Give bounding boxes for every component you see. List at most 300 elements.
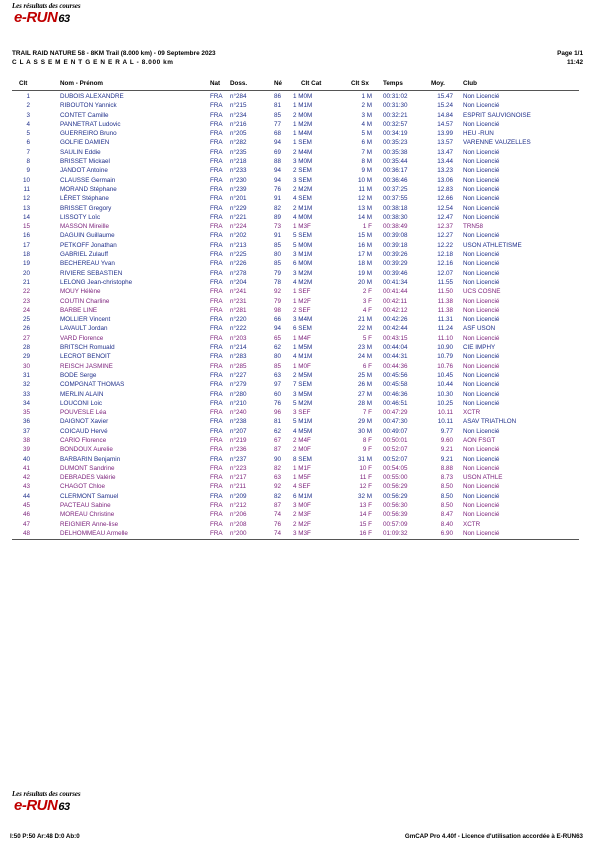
cell-name: BARBARIN Benjamin [60, 455, 121, 463]
cell-nat: FRA [210, 260, 223, 268]
col-header-cat: Clt Cat [301, 80, 322, 87]
cell-doss: n°241 [230, 288, 247, 296]
cell-club: Non Licencié [463, 529, 500, 537]
table-row [12, 231, 579, 240]
table-row [12, 297, 579, 306]
cell-doss: n°285 [230, 362, 247, 370]
cell-cat: 2 M2M [293, 185, 313, 193]
cell-clt: 30 [22, 362, 30, 370]
cell-ne: 85 [274, 241, 282, 249]
cell-time: 00:54:05 [383, 464, 408, 472]
cell-sx: 11 F [359, 474, 372, 482]
cell-time: 00:31:30 [383, 102, 408, 110]
cell-cat: 1 SEF [293, 288, 311, 296]
cell-time: 00:39:26 [383, 251, 408, 259]
cell-time: 00:49:07 [383, 427, 408, 435]
cell-moy: 8.50 [440, 483, 453, 491]
cell-nat: FRA [210, 297, 223, 305]
cell-name: LÉRET Stéphane [60, 195, 109, 203]
cell-sx: 12 M [358, 195, 372, 203]
cell-name: MOLLIER Vincent [60, 316, 111, 324]
cell-nat: FRA [210, 520, 223, 528]
cell-nat: FRA [210, 353, 223, 361]
cell-nat: FRA [210, 102, 223, 110]
cell-doss: n°202 [230, 232, 247, 240]
cell-time: 00:44:04 [383, 344, 408, 352]
cell-name: CLAUSSE Germain [60, 176, 116, 184]
cell-doss: n°230 [230, 176, 247, 184]
cell-time: 00:56:29 [383, 483, 408, 491]
cell-club: Non Licencié [463, 158, 500, 166]
cell-cat: 1 M4M [293, 130, 313, 138]
event-title: TRAIL RAID NATURE 58 - 8KM Trail (8.000 km) - 09 Septembre 2023 [12, 50, 216, 57]
cell-doss: n°206 [230, 511, 247, 519]
cell-nat: FRA [210, 325, 223, 333]
cell-name: REISCH JASMINE [60, 362, 113, 370]
cell-clt: 15 [22, 223, 30, 231]
cell-nat: FRA [210, 251, 223, 259]
cell-time: 00:56:29 [383, 492, 408, 500]
cell-time: 00:42:44 [383, 325, 408, 333]
cell-moy: 10.11 [437, 409, 453, 417]
table-row [12, 111, 579, 120]
cell-name: DEBRADES Valérie [60, 474, 116, 482]
cell-nat: FRA [210, 502, 223, 510]
cell-clt: 38 [22, 436, 30, 444]
cell-cat: 3 M3F [293, 529, 311, 537]
table-row [12, 529, 579, 538]
cell-moy: 10.11 [437, 418, 453, 426]
cell-nat: FRA [210, 492, 223, 500]
cell-clt: 33 [22, 390, 30, 398]
cell-nat: FRA [210, 436, 223, 444]
cell-sx: 28 M [358, 399, 372, 407]
table-row [12, 427, 579, 436]
logo-brand [14, 9, 70, 26]
cell-cat: 3 M0M [293, 158, 313, 166]
col-header-doss: Doss. [230, 80, 248, 87]
footer-stats: I:50 P:50 Ar:48 D:0 Ab:0 [10, 833, 80, 840]
cell-cat: 7 SEM [293, 381, 312, 389]
cell-time: 00:46:51 [383, 399, 408, 407]
cell-ne: 92 [274, 288, 282, 296]
cell-moy: 10.90 [437, 344, 453, 352]
cell-doss: n°279 [230, 381, 247, 389]
cell-club: Non Licencié [463, 278, 500, 286]
cell-time: 00:38:18 [383, 204, 408, 212]
cell-clt: 16 [22, 232, 30, 240]
cell-doss: n°209 [230, 492, 247, 500]
cell-sx: 1 M [361, 93, 372, 100]
cell-sx: 14 M [358, 213, 372, 221]
cell-doss: n°208 [230, 520, 247, 528]
cell-cat: 4 M0M [293, 213, 313, 221]
cell-moy: 10.76 [437, 362, 453, 370]
cell-ne: 97 [274, 381, 282, 389]
cell-doss: n°224 [230, 223, 247, 231]
cell-nat: FRA [210, 167, 223, 175]
table-row [12, 259, 579, 268]
cell-cat: 1 M0F [293, 362, 311, 370]
cell-club: Non Licencié [463, 427, 500, 435]
cell-ne: 90 [274, 455, 282, 463]
cell-sx: 4 F [362, 306, 372, 314]
cell-moy: 8.88 [440, 464, 453, 472]
cell-sx: 17 M [358, 251, 372, 259]
cell-doss: n°218 [230, 158, 247, 166]
table-row [12, 148, 579, 157]
cell-name: GUERREIRO Bruno [60, 130, 117, 138]
cell-cat: 3 SEM [293, 176, 312, 184]
logo-tagline: Les résultats des courses [12, 790, 81, 798]
cell-name: CONTET Camille [60, 111, 109, 119]
cell-cat: 1 M2M [293, 120, 313, 128]
cell-clt: 29 [22, 353, 30, 361]
cell-name: BRISSET Gregory [60, 204, 112, 212]
col-header-ne: Né [274, 80, 283, 87]
cell-nat: FRA [210, 232, 223, 240]
cell-moy: 8.50 [440, 502, 453, 510]
cell-cat: 2 M2F [293, 520, 311, 528]
cell-sx: 27 M [358, 390, 372, 398]
cell-cat: 5 M0M [293, 241, 313, 249]
table-row [12, 520, 579, 529]
cell-time: 00:38:30 [383, 213, 408, 221]
print-time: 11:42 [567, 59, 583, 66]
cell-club: Non Licencié [463, 381, 500, 389]
table-row [12, 204, 579, 213]
cell-sx: 10 M [358, 176, 372, 184]
cell-time: 00:50:01 [383, 436, 408, 444]
cell-nat: FRA [210, 213, 223, 221]
cell-club: UCS COSNE [463, 288, 501, 296]
table-row [12, 287, 579, 296]
cell-moy: 13.23 [437, 167, 453, 175]
table-row [12, 417, 579, 426]
cell-nat: FRA [210, 399, 223, 407]
cell-moy: 6.90 [440, 529, 453, 537]
cell-cat: 3 SEF [293, 409, 311, 417]
cell-clt: 39 [22, 446, 30, 454]
cell-clt: 26 [22, 325, 30, 333]
cell-sx: 6 M [361, 139, 372, 147]
cell-sx: 25 M [358, 371, 372, 379]
cell-clt: 27 [22, 334, 30, 342]
cell-club: Non Licencié [463, 464, 500, 472]
cell-name: RIVIERE SEBASTIEN [60, 269, 123, 277]
cell-clt: 32 [22, 381, 30, 389]
cell-time: 00:41:44 [383, 288, 408, 296]
table-row [12, 185, 579, 194]
cell-ne: 91 [274, 232, 282, 240]
cell-ne: 81 [274, 418, 282, 426]
cell-nat: FRA [210, 390, 223, 398]
cell-nat: FRA [210, 93, 223, 100]
cell-time: 00:31:02 [383, 93, 408, 100]
cell-sx: 19 M [358, 269, 372, 277]
cell-cat: 3 M1M [293, 251, 313, 259]
cell-moy: 8.50 [440, 492, 453, 500]
cell-cat: 6 M1M [293, 492, 313, 500]
cell-sx: 22 M [358, 325, 372, 333]
cell-ne: 79 [274, 269, 282, 277]
cell-sx: 32 M [358, 492, 372, 500]
cell-sx: 3 M [361, 111, 372, 119]
cell-nat: FRA [210, 418, 223, 426]
table-row [12, 510, 579, 519]
cell-doss: n°234 [230, 111, 247, 119]
cell-nat: FRA [210, 120, 223, 128]
cell-sx: 18 M [358, 260, 372, 268]
cell-clt: 44 [22, 492, 30, 500]
cell-doss: n°215 [230, 102, 247, 110]
cell-moy: 11.38 [437, 297, 453, 305]
cell-club: Non Licencié [463, 204, 500, 212]
cell-name: LISSOTY Loïc [60, 213, 101, 221]
cell-cat: 1 M5M [293, 344, 313, 352]
cell-name: GABRIEL Zulauff [60, 251, 108, 259]
cell-club: Non Licencié [463, 353, 500, 361]
cell-club: Non Licencié [463, 446, 500, 454]
col-header-club: Club [463, 80, 477, 87]
cell-nat: FRA [210, 223, 223, 231]
cell-time: 00:32:57 [383, 120, 408, 128]
cell-club: Non Licencié [463, 176, 500, 184]
table-row [12, 492, 579, 501]
cell-doss: n°282 [230, 139, 247, 147]
table-row [12, 343, 579, 352]
cell-ne: 60 [274, 390, 282, 398]
cell-sx: 4 M [361, 120, 372, 128]
cell-club: HEU -RUN [463, 130, 494, 138]
cell-sx: 2 F [362, 288, 372, 296]
table-row [12, 269, 579, 278]
cell-clt: 31 [22, 371, 30, 379]
cell-doss: n°220 [230, 316, 247, 324]
page-number: Page 1/1 [557, 50, 583, 57]
cell-doss: n°281 [230, 306, 247, 314]
cell-cat: 1 SEM [293, 139, 312, 147]
cell-cat: 1 M0M [293, 93, 313, 100]
cell-nat: FRA [210, 195, 223, 203]
cell-club: Non Licencié [463, 306, 500, 314]
logo-brand-number: 63 [58, 13, 70, 25]
cell-sx: 11 M [358, 185, 372, 193]
cell-club: XCTR [463, 520, 481, 528]
cell-sx: 5 F [362, 334, 372, 342]
cell-clt: 46 [22, 511, 30, 519]
cell-name: COMPGNAT THOMAS [60, 381, 125, 389]
cell-club: XCTR [463, 409, 481, 417]
cell-doss: n°212 [230, 502, 247, 510]
cell-clt: 22 [22, 288, 30, 296]
cell-doss: n°211 [230, 483, 247, 491]
cell-sx: 13 M [358, 204, 372, 212]
cell-nat: FRA [210, 269, 223, 277]
cell-sx: 6 F [362, 362, 372, 370]
cell-club: Non Licencié [463, 102, 500, 110]
cell-ne: 94 [274, 139, 282, 147]
cell-ne: 92 [274, 483, 282, 491]
cell-nat: FRA [210, 344, 223, 352]
cell-name: BODE Serge [60, 371, 97, 379]
cell-ne: 73 [274, 223, 282, 231]
cell-doss: n°207 [230, 427, 247, 435]
cell-nat: FRA [210, 241, 223, 249]
cell-moy: 10.45 [437, 371, 453, 379]
cell-doss: n°223 [230, 464, 247, 472]
cell-clt: 2 [26, 102, 30, 110]
cell-name: PACTEAU Sabine [60, 502, 111, 510]
cell-nat: FRA [210, 288, 223, 296]
cell-doss: n°278 [230, 269, 247, 277]
cell-sx: 24 M [358, 353, 372, 361]
cell-time: 00:39:46 [383, 269, 408, 277]
cell-moy: 13.99 [437, 130, 453, 138]
cell-time: 00:42:12 [383, 306, 408, 314]
cell-nat: FRA [210, 111, 223, 119]
cell-club: Non Licencié [463, 511, 500, 519]
footer-credit: GmCAP Pro 4.40f - Licence d'utilisation accordée à E-RUN63 [404, 833, 583, 840]
cell-name: DAGUIN Guillaume [60, 232, 115, 240]
cell-name: MERLIN ALAIN [60, 390, 104, 398]
cell-time: 00:45:56 [383, 371, 408, 379]
cell-sx: 29 M [358, 418, 372, 426]
cell-club: Non Licencié [463, 260, 500, 268]
cell-time: 00:56:39 [383, 511, 408, 519]
logo-brand-text: e-RUN [14, 797, 58, 814]
cell-moy: 9.77 [440, 427, 453, 435]
cell-moy: 13.06 [437, 176, 453, 184]
table-bottom-rule [12, 539, 579, 540]
cell-club: USON ATHLE [463, 474, 503, 482]
cell-clt: 37 [22, 427, 30, 435]
cell-time: 00:34:19 [383, 130, 408, 138]
cell-clt: 8 [26, 158, 30, 166]
cell-club: Non Licencié [463, 492, 500, 500]
col-header-nat: Nat [210, 80, 221, 87]
cell-clt: 48 [22, 529, 30, 537]
cell-ne: 76 [274, 399, 282, 407]
cell-ne: 94 [274, 167, 282, 175]
cell-doss: n°231 [230, 297, 247, 305]
cell-sx: 20 M [358, 278, 372, 286]
cell-cat: 4 SEM [293, 195, 312, 203]
cell-ne: 77 [274, 120, 282, 128]
cell-nat: FRA [210, 139, 223, 147]
logo-brand [14, 797, 70, 814]
table-row [12, 194, 579, 203]
cell-moy: 9.21 [440, 446, 453, 454]
cell-time: 00:36:46 [383, 176, 408, 184]
cell-name: BRITSCH Romuald [60, 344, 115, 352]
table-row [12, 371, 579, 380]
cell-moy: 13.44 [437, 158, 453, 166]
cell-nat: FRA [210, 427, 223, 435]
cell-club: Non Licencié [463, 371, 500, 379]
cell-doss: n°238 [230, 418, 247, 426]
cell-doss: n°237 [230, 455, 247, 463]
cell-moy: 8.47 [440, 511, 453, 519]
cell-ne: 69 [274, 148, 282, 156]
cell-clt: 43 [22, 483, 30, 491]
erun63-logo-top [12, 2, 82, 30]
cell-sx: 7 F [362, 409, 372, 417]
cell-moy: 10.25 [437, 399, 453, 407]
cell-nat: FRA [210, 455, 223, 463]
cell-moy: 13.47 [437, 148, 453, 156]
cell-time: 00:43:15 [383, 334, 408, 342]
cell-ne: 86 [274, 93, 282, 100]
cell-time: 00:39:08 [383, 232, 408, 240]
cell-moy: 13.57 [437, 139, 453, 147]
cell-moy: 9.60 [440, 436, 453, 444]
cell-moy: 11.24 [437, 325, 453, 333]
cell-cat: 5 SEM [293, 232, 312, 240]
cell-cat: 2 M5M [293, 371, 313, 379]
cell-clt: 12 [22, 195, 30, 203]
cell-name: BONDOUX Aurelie [60, 446, 113, 454]
cell-cat: 1 M3F [293, 223, 311, 231]
cell-name: LOUCONI Loic [60, 399, 102, 407]
table-row [12, 157, 579, 166]
cell-name: BECHEREAU Yvan [60, 260, 115, 268]
cell-ne: 79 [274, 297, 282, 305]
cell-moy: 11.31 [437, 316, 453, 324]
cell-cat: 2 M1M [293, 204, 313, 212]
cell-moy: 11.10 [437, 334, 453, 342]
col-header-time: Temps [383, 80, 403, 87]
table-row [12, 166, 579, 175]
cell-club: VARENNE VAUZELLES [463, 139, 531, 147]
cell-moy: 12.07 [437, 269, 453, 277]
cell-club: Non Licencié [463, 483, 500, 491]
cell-sx: 14 F [359, 511, 372, 519]
table-row [12, 436, 579, 445]
cell-nat: FRA [210, 185, 223, 193]
cell-clt: 19 [22, 260, 30, 268]
cell-name: COICAUD Hervé [60, 427, 108, 435]
cell-doss: n°233 [230, 167, 247, 175]
cell-name: BRISSET Mickael [60, 158, 110, 166]
cell-club: Non Licencié [463, 148, 500, 156]
cell-club: Non Licencié [463, 120, 500, 128]
cell-moy: 11.50 [437, 288, 453, 296]
cell-time: 00:36:17 [383, 167, 408, 175]
cell-club: Non Licencié [463, 213, 500, 221]
cell-sx: 13 F [359, 502, 372, 510]
cell-moy: 15.24 [437, 102, 453, 110]
cell-club: Non Licencié [463, 251, 500, 259]
cell-clt: 41 [22, 464, 30, 472]
table-row [12, 464, 579, 473]
cell-ne: 85 [274, 260, 282, 268]
cell-club: Non Licencié [463, 362, 500, 370]
cell-clt: 42 [22, 474, 30, 482]
cell-doss: n°227 [230, 371, 247, 379]
cell-sx: 9 F [362, 446, 372, 454]
cell-clt: 1 [26, 93, 30, 100]
cell-name: JANDOT Antoine [60, 167, 108, 175]
cell-club: AON FSGT [463, 436, 496, 444]
cell-nat: FRA [210, 371, 223, 379]
cell-ne: 91 [274, 195, 282, 203]
cell-time: 00:46:36 [383, 390, 408, 398]
cell-cat: 6 M0M [293, 260, 313, 268]
cell-doss: n°205 [230, 130, 247, 138]
cell-sx: 15 F [359, 520, 372, 528]
cell-club: Non Licencié [463, 334, 500, 342]
